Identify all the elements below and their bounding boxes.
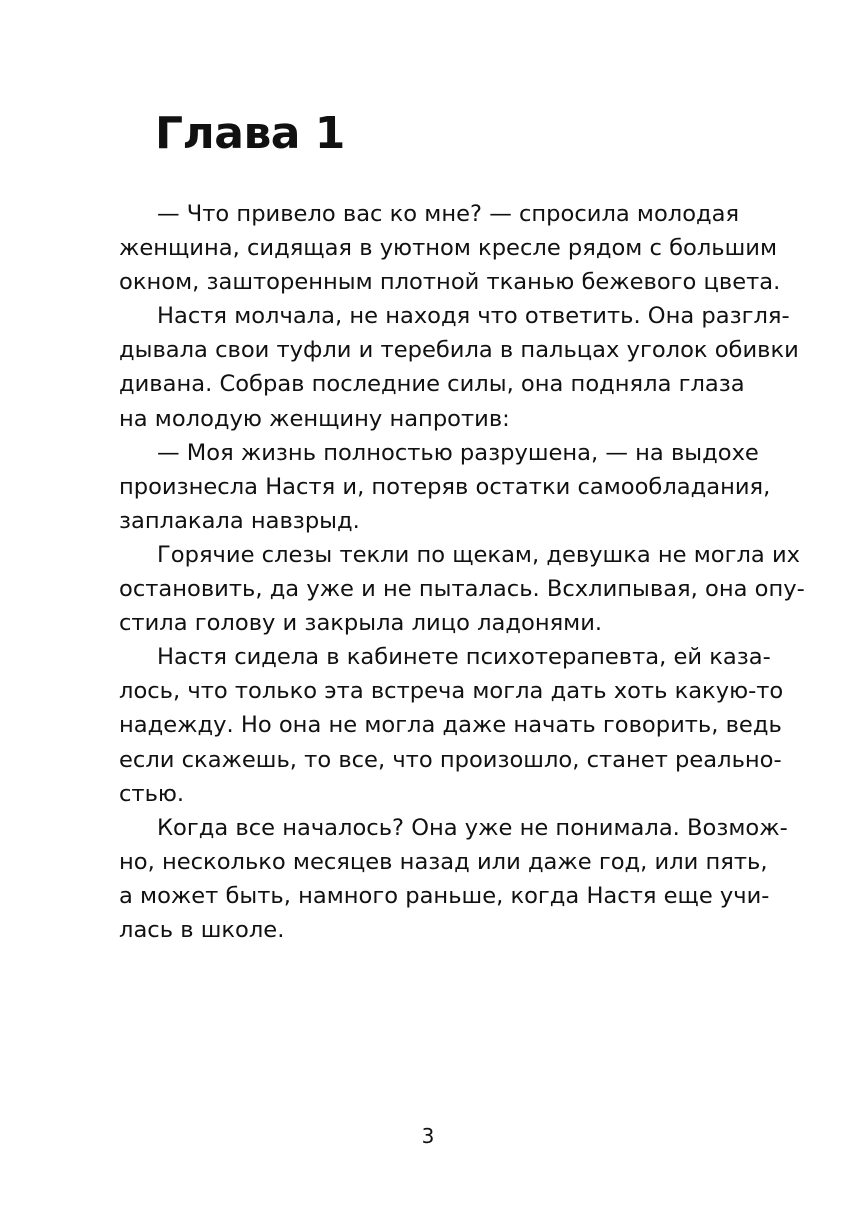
- text-line: дывала свои туфли и теребила в пальцах уголок обивки: [119, 337, 799, 364]
- paragraph: [119, 197, 781, 299]
- text-line: окном, зашторенным плотной тканью бежевого цвета.: [119, 269, 781, 296]
- text-line: но, несколько месяцев назад или даже год, или пять,: [119, 848, 768, 875]
- text-line: Настя молчала, не находя что ответить. Она разгля-: [157, 303, 790, 330]
- text-line: женщина, сидящая в уютном кресле рядом с большим: [119, 235, 778, 262]
- paragraph: [119, 640, 784, 810]
- paragraph: [119, 436, 771, 538]
- text-line: остановить, да уже и не пыталась. Всхлипывая, она опу-: [119, 576, 805, 603]
- chapter-title: Глава 1: [155, 108, 345, 159]
- text-line: на молодую женщину напротив:: [119, 405, 510, 432]
- text-line: — Что привело вас ко мне? — спросила молодая: [157, 201, 740, 227]
- text-line: а может быть, намного раньше, когда Настя еще учи-: [119, 882, 770, 909]
- text-line: произнесла Настя и, потеряв остатки самообладания,: [119, 473, 771, 500]
- chapter-body: [119, 197, 805, 947]
- text-line: — Моя жизнь полностью разрушена, — на выдохе: [157, 439, 759, 466]
- text-line: стью.: [119, 780, 185, 807]
- text-line: стила голову и закрыла лицо ладонями.: [119, 610, 603, 637]
- page-number: 3: [421, 1124, 435, 1148]
- text-line: заплакала навзрыд.: [119, 507, 360, 534]
- text-line: Горячие слезы текли по щекам, девушка не могла их: [157, 541, 800, 568]
- paragraph: [119, 299, 799, 435]
- paragraph: [119, 811, 788, 947]
- text-line: лось, что только эта встреча могла дать хоть какую-то: [119, 678, 784, 705]
- text-line: если скажешь, то все, что произошло, станет реально-: [119, 746, 782, 773]
- paragraph: [119, 538, 805, 640]
- text-line: лась в школе.: [119, 916, 285, 943]
- text-line: надежду. Но она не могла даже начать говорить, ведь: [119, 712, 782, 739]
- text-line: дивана. Собрав последние силы, она подняла глаза: [119, 371, 745, 398]
- text-line: Настя сидела в кабинете психотерапевта, ей каза-: [157, 644, 771, 671]
- text-line: Когда все началось? Она уже не понимала. Возмож-: [157, 814, 788, 841]
